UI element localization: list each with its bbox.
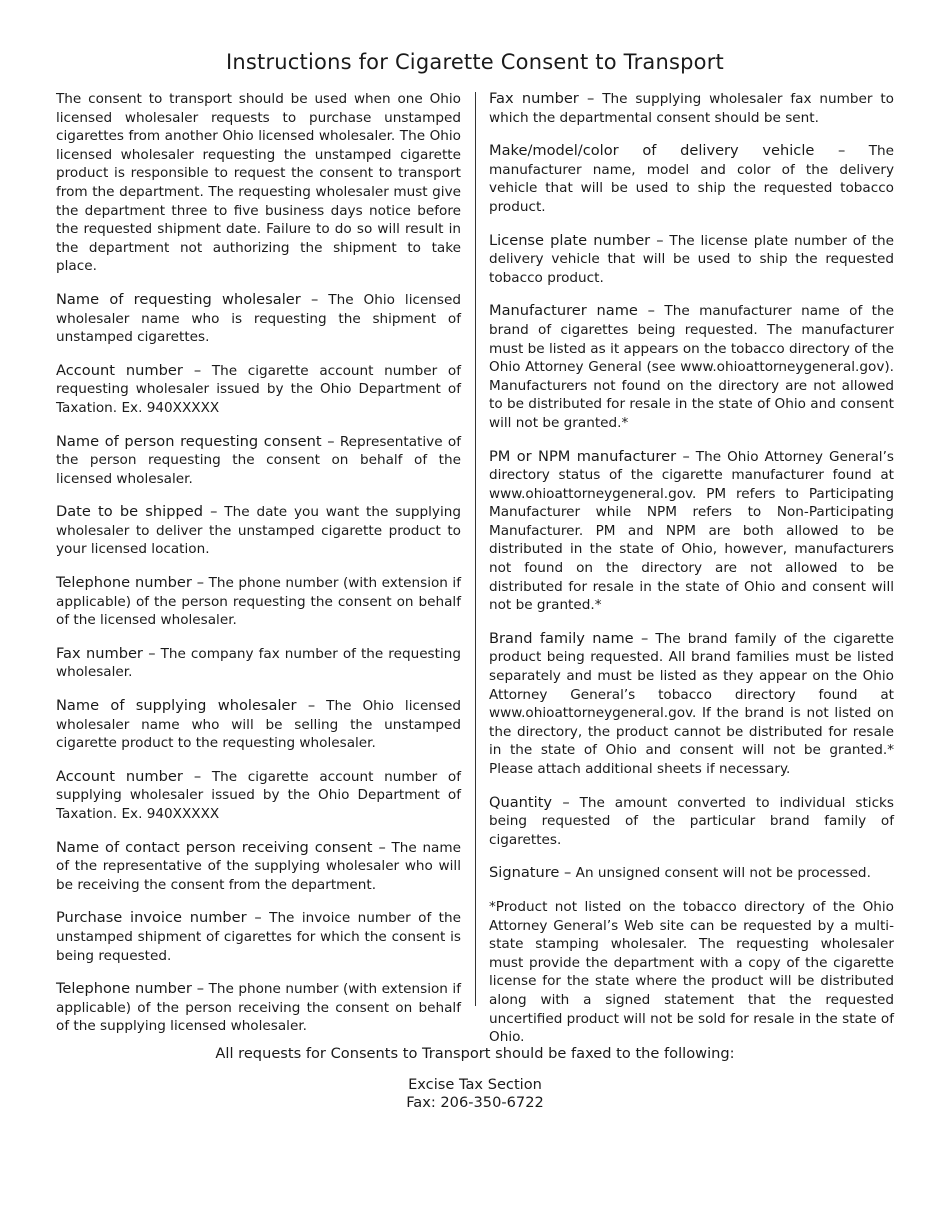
fax-instruction: All requests for Consents to Transport should be faxed to the following: [215,1045,735,1062]
field-term: Fax number – [56,644,156,662]
column-divider [475,92,476,1006]
field-term: Signature – [489,864,572,882]
excise-tax-section: Excise Tax Section [408,1076,542,1093]
field-term: Name of contact person receiving consent – [56,838,386,856]
field-definition [489,142,894,216]
field-term: Account number – [56,767,202,785]
field-definition [489,90,894,127]
field-description: The Ohio licensed wholesaler name who is requesting the shipment of unstamped cigarettes. [56,291,461,346]
field-term: Name of person requesting consent – [56,432,335,450]
field-definition [56,839,461,895]
left-items-list [56,291,461,1036]
right-column [489,90,894,1062]
field-description: Representative of the person requesting the consent on behalf of the licensed wholesaler. [56,433,462,487]
field-description: The manufacturer name of the brand of cigarettes being requested. The manufacturer must be listed as it appears on the tobacco directory of the Ohio Attorney General (see www.ohioattorneygeneral.gov). Manufacturers not found on the directory are not allowed to be distributed for resale in the state of Ohio and consent will not be granted.* [489,303,894,431]
field-description: The Ohio Attorney General’s directory status of the cigarette manufacturer found at www.ohioattorneygeneral.gov. PM refers to Participating Manufacturer while NPM refers to Non-Participating Manufacturer. PM and NPM are both allowed to be distributed in the state of Ohio, however, manufacturers not found on the directory are not allowed to be distributed for resale in the state of Ohio and consent will not be granted.* [489,448,894,614]
field-definition [56,503,461,559]
field-term: Fax number – [489,90,595,107]
field-description: The amount converted to individual sticks being requested of the particular brand family of cigarettes. [489,794,894,848]
field-description: The invoice number of the unstamped shipment of cigarettes for which the consent is being requested. [56,910,461,964]
field-definition [56,433,461,489]
field-definition [489,232,894,288]
field-definition [56,697,461,753]
field-term: Purchase invoice number – [56,909,262,927]
field-description: The phone number (with extension if applicable) of the person requesting the consent on behalf of the licensed wholesaler. [56,575,461,629]
field-term: Make/model/color of delivery vehicle – [489,142,846,160]
field-definition [489,302,894,432]
field-description: The date you want the supplying wholesaler to deliver the unstamped cigarette product to your licensed location. [56,504,461,558]
field-description: The cigarette account number of supplying wholesaler issued by the Ohio Department of Taxation. Ex. 940XXXXX [56,768,461,822]
field-term: Name of supplying wholesaler – [56,697,316,715]
left-column [56,90,461,1051]
field-description: The Ohio licensed wholesaler name who will be selling the unstamped cigarette product to the requesting wholesaler. [56,698,461,752]
intro-paragraph: The consent to transport should be used when one Ohio licensed wholesaler requests to purchase unstamped cigarettes from another Ohio licensed wholesaler. The Ohio licensed wholesaler requesting the unstamped cigarette product is responsible to request the consent to transport from the department. The requesting wholesaler must give the department three to five business days notice before the requested shipment date. Failure to do so will result in the department not authorizing the shipment to take place. [56,91,461,275]
field-term: Name of requesting wholesaler – [56,290,319,308]
field-term: Telephone number – [56,574,205,592]
field-definition [56,574,461,630]
field-term: Quantity – [489,793,570,811]
field-definition [56,291,461,347]
field-description: The company fax number of the requesting wholesaler. [56,645,461,681]
field-term: License plate number – [489,231,664,249]
footnote-paragraph: *Product not listed on the tobacco directory of the Ohio Attorney General’s Web site can be requested by a multi-state stamping wholesaler. The requesting wholesaler must provide the department with a copy of the cigarette license for the state where the product will be distributed along with a signed statement that the requested uncertified product will not be sold for resale in the state of Ohio. [489,898,894,1046]
field-term: Date to be shipped – [56,503,218,521]
field-term: Account number – [56,361,202,379]
field-definition [489,864,894,883]
right-items-list [489,90,894,883]
field-description: The name of the representative of the supplying wholesaler who will be receiving the consent from the department. [56,839,461,893]
field-description: The supplying wholesaler fax number to which the departmental consent should be sent. [489,91,894,126]
field-description: The license plate number of the delivery vehicle that will be used to ship the requested tobacco product. [489,232,895,286]
field-description: The manufacturer name, model and color of the delivery vehicle that will be used to ship the requested tobacco product. [489,143,894,215]
field-definition [56,362,461,418]
field-definition [489,448,894,615]
field-definition [489,794,894,850]
field-term: Telephone number – [56,980,205,998]
field-definition [489,630,894,779]
field-term: PM or NPM manufacturer – [489,447,690,465]
field-definition [56,980,461,1036]
field-description: The brand family of the cigarette product being requested. All brand families must be listed separately and must be listed as they appear on the Ohio Attorney General’s tobacco directory found at www.ohioattorneygeneral.gov. If the brand is not listed on the directory, the product cannot be distributed for resale in the state of Ohio and consent will not be granted.* Please attach additional sheets if necessary. [489,630,894,777]
fax-number: Fax: 206-350-6722 [406,1094,544,1111]
field-definition [56,909,461,965]
field-term: Manufacturer name – [489,302,655,320]
field-description: The cigarette account number of requesting wholesaler issued by the Ohio Department of Taxation. Ex. 940XXXXX [56,362,461,416]
field-definition [56,768,461,824]
page-title: Instructions for Cigarette Consent to Transport [225,50,724,74]
field-definition [56,645,461,682]
field-description: An unsigned consent will not be processed. [571,865,871,882]
field-description: The phone number (with extension if applicable) of the person receiving the consent on behalf of the supplying licensed wholesaler. [56,981,461,1035]
field-term: Brand family name – [489,629,649,647]
